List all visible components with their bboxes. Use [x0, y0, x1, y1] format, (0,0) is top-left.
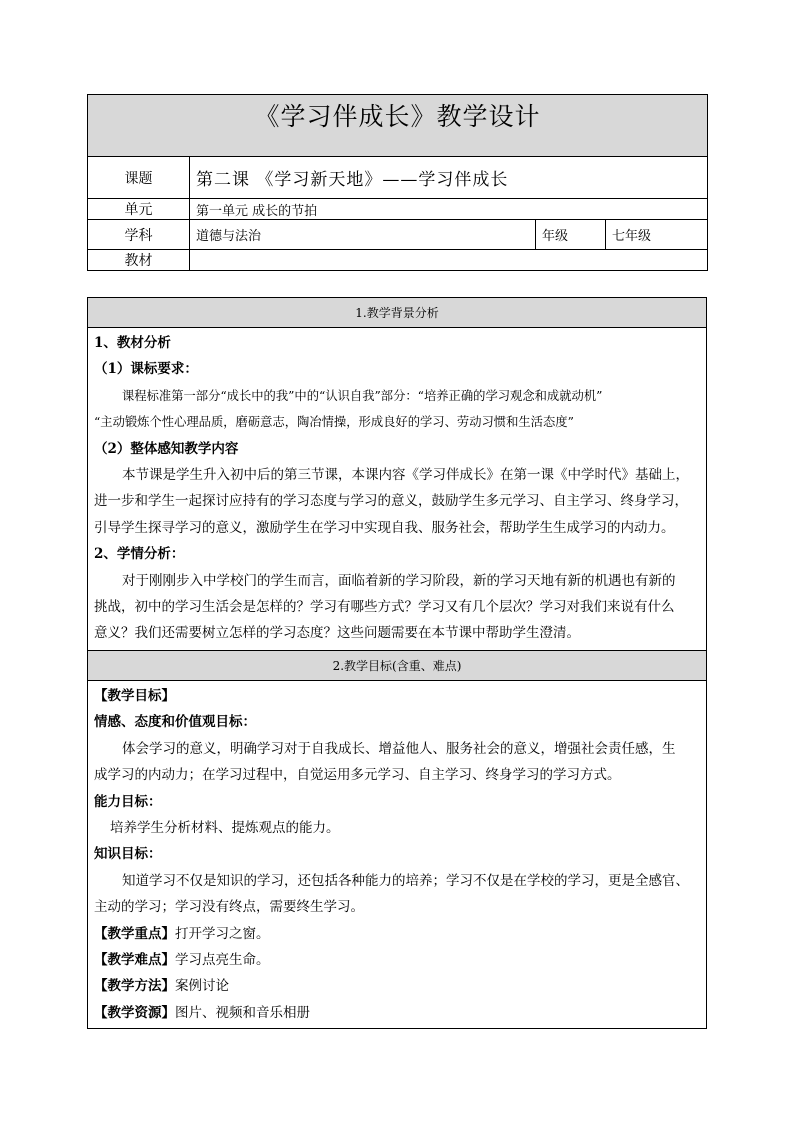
- objectives-heading: 【教学目标】: [94, 688, 175, 704]
- paragraph-line: 进一步和学生一起探讨应持有的学习态度与学习的意义，鼓励学生多元学习、自主学习、终身学习，: [94, 493, 688, 510]
- paragraph-line: 主动的学习；学习没有终点，需要终生学习。: [94, 899, 364, 916]
- subject-value: 道德与法治: [190, 220, 536, 250]
- key-point-row: [94, 921, 700, 947]
- method-label: 【教学方法】: [94, 978, 175, 995]
- grade-value: 七年级: [606, 220, 708, 250]
- section-2-header: 2.教学目标(含重、难点): [88, 651, 707, 681]
- document-title: 《学习伴成长》教学设计: [88, 95, 708, 157]
- knowledge-objective-heading: 知识目标：: [94, 846, 162, 863]
- curriculum-heading: （1）课标要求：: [94, 361, 198, 378]
- paragraph-line: 本节课是学生升入初中后的第三节课，本课内容《学习伴成长》在第一课《中学时代》基础上，: [122, 466, 689, 483]
- resources-label: 【教学资源】: [94, 1004, 175, 1021]
- student-analysis-heading: 2、学情分析：: [94, 546, 185, 563]
- textbook-value: [190, 250, 708, 271]
- unit-label: 单元: [88, 199, 190, 220]
- teaching-design-table: [87, 297, 707, 1029]
- method-row: [94, 973, 700, 999]
- key-point-value: 打开学习之窗。: [175, 925, 270, 942]
- textbook-analysis-heading: 1、教材分析: [94, 335, 171, 351]
- section-1-body: [88, 328, 707, 651]
- paragraph-line: 知道学习不仅是知识的学习，还包括各种能力的培养；学习不仅是在学校的学习，更是全感官、: [122, 872, 689, 889]
- content-heading: （2）整体感知教学内容: [94, 440, 239, 457]
- section-2-body: [88, 681, 707, 1029]
- paragraph-line: 成学习的内动力；在学习过程中，自觉运用多元学习、自主学习、终身学习的学习方式。: [94, 767, 621, 784]
- textbook-label: 教材: [88, 250, 190, 271]
- difficulty-row: [94, 947, 700, 973]
- unit-value: 第一单元 成长的节拍: [190, 199, 708, 220]
- section-1-header: 1.教学背景分析: [88, 298, 707, 328]
- grade-label: 年级: [536, 220, 606, 250]
- paragraph-line: 引导学生探寻学习的意义，激励学生在学习中实现自我、服务社会，帮助学生生成学习的内动力。: [94, 519, 675, 536]
- difficulty-value: 学习点亮生命。: [175, 951, 270, 968]
- resources-row: [94, 1000, 700, 1026]
- paragraph-line: “主动锻炼个性心理品质，磨砺意志，陶冶情操，形成良好的学习、劳动习惯和生活态度”: [94, 415, 574, 430]
- method-value: 案例讨论: [175, 978, 229, 995]
- topic-value: 第二课 《学习新天地》——学习伴成长: [190, 157, 708, 199]
- paragraph-line: 培养学生分析材料、提炼观点的能力。: [110, 819, 340, 836]
- key-point-label: 【教学重点】: [94, 925, 175, 942]
- paragraph-line: 课程标准第一部分“成长中的我”中的“认识自我”部分：“培养正确的学习观念和成就动机”: [122, 388, 603, 403]
- subject-label: 学科: [88, 220, 190, 250]
- paragraph-line: 意义？我们还需要树立怎样的学习态度？这些问题需要在本节课中帮助学生澄清。: [94, 625, 580, 642]
- attitude-objective-heading: 情感、态度和价值观目标：: [94, 714, 256, 731]
- resources-value: 图片、视频和音乐相册: [175, 1004, 310, 1021]
- paragraph-line: 体会学习的意义，明确学习对于自我成长、增益他人、服务社会的意义，增强社会责任感，生: [122, 740, 676, 757]
- ability-objective-heading: 能力目标：: [94, 793, 162, 810]
- paragraph-line: 对于刚刚步入中学校门的学生而言，面临着新的学习阶段，新的学习天地有新的机遇也有新的: [122, 572, 676, 589]
- paragraph-line: 挑战，初中的学习生活会是怎样的？学习有哪些方式？学习又有几个层次？学习对我们来说有什么: [94, 598, 675, 615]
- difficulty-label: 【教学难点】: [94, 951, 175, 968]
- lesson-info-table: [87, 94, 708, 271]
- topic-label: 课题: [88, 157, 190, 199]
